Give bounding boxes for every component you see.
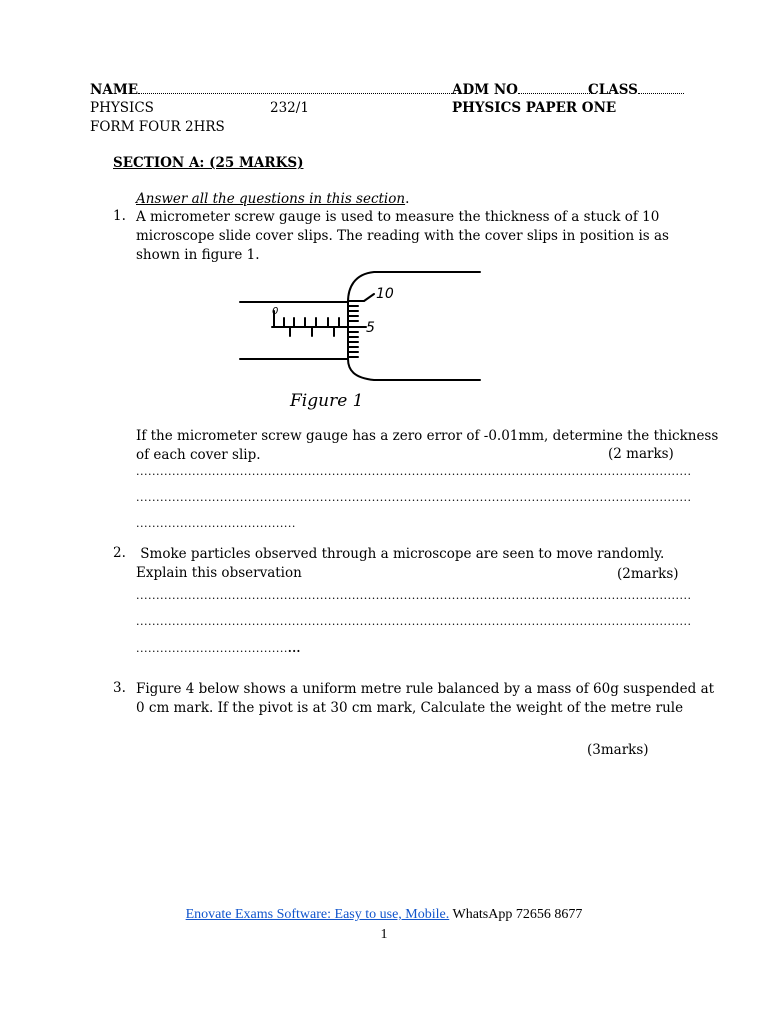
micrometer-figure — [236, 266, 484, 418]
question-3-marks: (3marks) — [587, 742, 649, 758]
section-title: SECTION A: (25 MARKS) — [113, 155, 304, 171]
thimble-10-label: 10 — [376, 286, 394, 302]
paper-title: PHYSICS PAPER ONE — [452, 100, 617, 116]
footer-link[interactable]: Enovate Exams Software: Easy to use, Mobile. — [185, 907, 450, 922]
sleeve-zero-label: 0 — [272, 306, 279, 317]
question-3-text: Figure 4 below shows a uniform metre rule balanced by a mass of 60g suspended at 0 cm mark. If the pivot is at 30 cm mark, Calculate the weight of the metre rule — [136, 681, 715, 716]
question-2-number: 2. — [113, 545, 126, 561]
answer-line[interactable]: ........................................................................................................................................... — [136, 465, 692, 478]
paper-code: 232/1 — [270, 100, 309, 116]
question-2-marks: (2marks) — [617, 566, 679, 582]
footer-contact: WhatsApp 72656 8677 — [449, 907, 583, 922]
subject-text: PHYSICS — [90, 100, 154, 116]
answer-line[interactable]: ........................................................................................................................................... — [136, 589, 692, 602]
question-2-text: Smoke particles observed through a microscope are seen to move randomly. Explain this observation — [136, 546, 665, 581]
answer-line[interactable]: ........................................................................................................................................... — [136, 615, 692, 628]
page-number: 1 — [380, 927, 388, 942]
thimble-bottom-edge — [348, 359, 480, 380]
footer — [0, 907, 768, 923]
name-blank[interactable] — [138, 93, 456, 94]
answer-line[interactable]: ........................................................................................................................................... — [136, 491, 692, 504]
adm-no-label: ADM NO — [452, 82, 596, 98]
form-duration: FORM FOUR 2HRS — [90, 119, 225, 135]
question-1-marks: (2 marks) — [608, 446, 674, 462]
name-label: NAME — [90, 82, 456, 98]
thimble-5-label: 5 — [366, 320, 375, 336]
section-instruction: Answer all the questions in this section. — [136, 191, 410, 207]
adm-no-blank[interactable] — [518, 93, 596, 94]
question-1-number: 1. — [113, 208, 126, 224]
question-1-followup: If the micrometer screw gauge has a zero error of -0.01mm, determine the thickness of each cover slip. — [136, 428, 719, 463]
class-blank[interactable] — [638, 93, 684, 94]
question-1-text: A micrometer screw gauge is used to measure the thickness of a stuck of 10 microscope slide cover slips. The reading with the cover slips in position is as shown in figure 1. — [136, 209, 669, 263]
answer-line[interactable]: ......................................... — [136, 642, 301, 655]
answer-line[interactable]: ........................................ — [136, 517, 296, 530]
class-label: CLASS — [588, 82, 684, 98]
figure-1-caption: Figure 1 — [290, 391, 364, 411]
question-3-number: 3. — [113, 680, 126, 696]
